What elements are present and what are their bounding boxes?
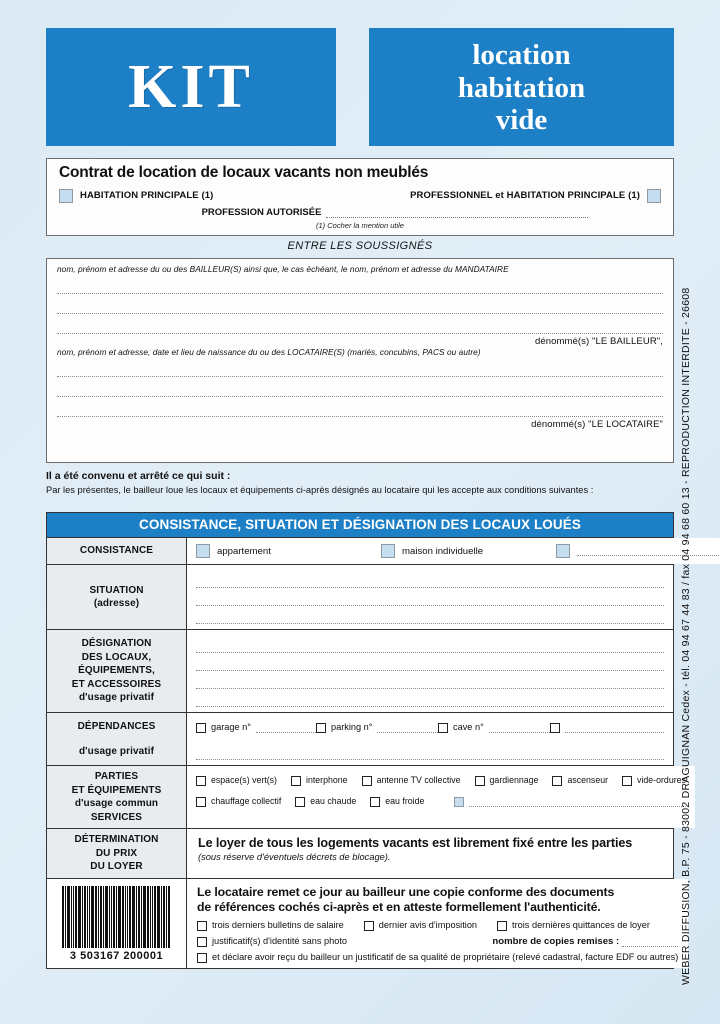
row-label-loyer-line3: DU LOYER [90,861,143,872]
row-content-dependances [187,713,673,765]
option-antenne-tv-label: antenne TV collective [376,775,461,785]
documents-options-row-3 [197,952,678,963]
row-label-parties-line1: PARTIES [94,771,139,782]
bailleur-caption: nom, prénom et adresse du ou des BAILLEUR(S) ainsi que, le cas échéant, le nom, prénom et adresse du MANDATAIRE [57,264,509,274]
table-row-parties-equipements [47,765,686,828]
option-dependance-autre[interactable] [550,723,664,733]
checkbox-espaces-verts[interactable] [196,776,206,786]
option-ascenseur[interactable] [552,775,608,786]
copies-count-label: nombre de copies remises : [492,936,620,948]
documents-options-row-2 [197,936,678,947]
bailleur-input-line-2[interactable] [57,294,663,314]
row-label-parties-equipements [47,766,187,828]
table-row-designation [47,629,673,712]
premises-table [46,512,686,969]
kit-logo-box [46,28,336,146]
option-gardiennage-label: gardiennage [489,775,539,785]
row-label-parties-line4: SERVICES [90,811,143,823]
checkbox-eau-chaude[interactable] [295,797,305,807]
option-maison-individuelle-label: maison individuelle [402,545,484,557]
document-header [46,28,674,146]
table-row-consistance [47,537,673,564]
option-eau-chaude-label: eau chaude [310,796,357,806]
document-title-line1: location [472,39,571,72]
bailleur-denomination: dénommé(s) "LE BAILLEUR", [534,336,663,347]
row-label-situation-line1: SITUATION [89,584,144,596]
checkbox-cave[interactable] [438,723,448,733]
table-row-dependances [47,712,673,765]
barcode [62,886,171,964]
row-label-situation [47,565,187,629]
dependances-input-line-2[interactable] [196,742,664,760]
row-label-designation-line5: d'usage privatif [78,692,155,704]
option-maison-individuelle[interactable] [381,544,556,558]
bailleur-input-line-1[interactable] [57,274,663,294]
checkbox-habitation-principale[interactable] [59,189,73,203]
locataire-denomination: dénommé(s) "LE LOCATAIRE" [531,419,663,430]
agreement-text [46,470,674,495]
checkbox-professionnel-habitation[interactable] [647,189,661,203]
row-label-consistance [47,538,187,564]
situation-input-line-1[interactable] [196,570,664,588]
checkbox-interphone[interactable] [291,776,301,786]
row-label-designation-line3: ÉQUIPEMENTS, [78,665,155,677]
contract-title: Contrat de location de locaux vacants non meublés [59,164,429,181]
option-eau-chaude[interactable] [295,796,356,807]
checkbox-justificatif-identite[interactable] [197,937,207,947]
barcode-number: 3 503167 200001 [69,949,164,962]
profession-autorisee-row [59,207,661,218]
checkbox-appartement[interactable] [196,544,210,558]
checkbox-gardiennage[interactable] [475,776,485,786]
option-habitation-principale[interactable] [59,189,213,203]
locataire-input-line-2[interactable] [57,377,663,397]
row-content-consistance [187,538,720,564]
option-parking-label: parking n° [331,722,373,732]
row-label-consistance-text: CONSISTANCE [79,545,154,557]
designation-input-line-4[interactable] [196,689,664,707]
row-label-parties-line3: d'usage commun [74,798,159,809]
copies-count-field[interactable] [492,936,678,947]
locataire-input-line-3[interactable] [57,397,663,417]
checkbox-antenne-tv[interactable] [362,776,372,786]
option-antenne-tv[interactable] [362,775,461,786]
row-label-dependances-line1: DÉPENDANCES [77,720,156,732]
row-label-loyer [47,829,187,878]
designation-input-line-3[interactable] [196,671,664,689]
row-label-dependances-line2: d'usage privatif [78,746,155,757]
option-cave-label: cave n° [453,722,484,732]
checkbox-dependance-autre[interactable] [550,723,560,733]
option-services-autre[interactable] [454,797,686,807]
checkbox-eau-froide[interactable] [370,797,380,807]
option-avis-imposition-label: dernier avis d'imposition [378,920,478,931]
option-habitation-principale-label: HABITATION PRINCIPALE (1) [80,190,214,201]
row-label-dependances [47,713,187,765]
bailleur-input-line-3[interactable] [57,314,663,334]
checkbox-quittances-loyer[interactable] [497,921,507,931]
row-content-loyer [187,829,673,878]
publisher-sidebar [680,245,718,985]
profession-autorisee-label: PROFESSION AUTORISÉE [201,207,322,218]
document-title-line2: habitation [457,71,586,104]
option-professionnel-habitation[interactable] [410,189,661,203]
designation-input-line-1[interactable] [196,635,664,653]
checkbox-ascenseur[interactable] [552,776,562,786]
option-declaration-propriete[interactable] [197,952,678,963]
row-label-designation-line4: ET ACCESSOIRES [71,678,162,690]
row-label-parties-line2: ET ÉQUIPEMENTS [71,784,162,796]
agreement-line-1: Il a été convenu et arrêté ce qui suit : [46,470,231,482]
option-justificatif-identite-label: justificatif(s) d'identité sans photo [212,936,348,947]
input-cave-number[interactable] [489,724,550,733]
option-espaces-verts[interactable] [196,775,277,786]
input-dependance-autre[interactable] [565,724,664,733]
option-garage-label: garage n° [211,722,251,732]
premises-table-header: CONSISTANCE, SITUATION ET DÉSIGNATION DES LOCAUX LOUÉS [47,513,673,537]
row-content-parties-equipements [187,766,695,828]
documents-intro-line2: de références cochés ci-après et en atteste formellement l'authenticité. [197,899,601,914]
option-eau-froide-label: eau froide [385,796,425,806]
option-professionnel-habitation-label: PROFESSIONNEL et HABITATION PRINCIPALE (1) [410,190,640,201]
checkbox-consistance-autre[interactable] [556,544,570,558]
option-avis-imposition[interactable] [364,920,477,931]
contract-options-row [59,186,661,205]
option-vide-ordures-label: vide-ordures [637,775,686,785]
row-content-situation [187,565,673,629]
locataire-input-line-1[interactable] [57,357,663,377]
row-label-designation [47,630,187,712]
option-gardiennage[interactable] [475,775,539,786]
situation-input-line-3[interactable] [196,606,664,624]
contract-footnote: (1) Cocher la mention utile [316,221,404,230]
option-interphone[interactable] [291,775,348,786]
option-chauffage-collectif[interactable] [196,796,281,807]
documents-options-row-1 [197,920,678,931]
row-label-situation-line2: (adresse) [93,598,140,609]
checkbox-garage[interactable] [196,723,206,733]
situation-input-line-2[interactable] [196,588,664,606]
option-quittances-loyer[interactable] [497,920,650,931]
document-title-box [369,28,674,146]
checkbox-services-autre[interactable] [454,797,464,807]
option-declaration-propriete-label: et déclare avoir reçu du bailleur un justificatif de sa qualité de propriétaire (relevé cadastral, facture EDF ou autres) [212,952,679,963]
option-bulletins-salaire[interactable] [197,920,344,931]
input-services-autre[interactable] [469,798,686,807]
input-parking-number[interactable] [377,724,438,733]
checkbox-chauffage-collectif[interactable] [196,797,206,807]
option-quittances-loyer-label: trois dernières quittances de loyer [512,920,650,931]
option-garage[interactable] [196,722,316,733]
row-label-loyer-line2: DU PRIX [95,847,138,859]
between-parties-heading: ENTRE LES SOUSSIGNÉS [287,240,433,252]
publisher-text: WEBER DIFFUSION, B.P. 75 - 83002 DRAGUIGNAN Cedex - tél. 04 94 67 44 83 / fax 04 94 68 60 13 - REPRODUCTION INTERDITE - 26608 [680,287,692,985]
option-appartement-label: appartement [217,545,271,557]
table-row-documents [47,878,679,969]
documents-intro-line1: Le locataire remet ce jour au bailleur une copie conforme des documents [197,884,615,899]
option-espaces-verts-label: espace(s) vert(s) [211,775,277,785]
option-cave[interactable] [438,722,550,733]
kit-logo-text: KIT [128,53,254,121]
loyer-main-text: Le loyer de tous les logements vacants est librement fixé entre les parties [198,836,633,850]
option-interphone-label: interphone [306,775,348,785]
designation-input-line-2[interactable] [196,653,664,671]
input-garage-number[interactable] [256,724,316,733]
checkbox-bulletins-salaire[interactable] [197,921,207,931]
profession-autorisee-input[interactable] [326,208,588,218]
contract-type-box [46,158,674,236]
copies-count-input[interactable] [622,938,678,947]
option-ascenseur-label: ascenseur [567,775,609,785]
option-bulletins-salaire-label: trois derniers bulletins de salaire [212,920,344,931]
row-label-designation-line2: DES LOCAUX, [81,651,152,663]
checkbox-maison-individuelle[interactable] [381,544,395,558]
locataire-caption: nom, prénom et adresse, date et lieu de naissance du ou des LOCATAIRE(S) (mariés, concubins, PACS ou autre) [57,347,481,357]
document-title-line3: vide [495,104,548,137]
loyer-sub-text: (sous réserve d'éventuels décrets de blocage). [198,852,391,862]
checkbox-vide-ordures[interactable] [622,776,632,786]
row-label-designation-line1: DÉSIGNATION [81,638,152,650]
option-chauffage-collectif-label: chauffage collectif [211,796,282,806]
row-content-designation [187,630,673,712]
barcode-bars [62,886,171,948]
checkbox-declaration-propriete[interactable] [197,953,207,963]
row-content-documents [187,879,688,969]
option-appartement[interactable] [196,544,381,558]
row-label-loyer-line1: DÉTERMINATION [74,834,159,845]
option-eau-froide[interactable] [370,796,424,807]
option-justificatif-identite[interactable] [197,936,347,947]
option-vide-ordures[interactable] [622,775,686,786]
parties-box [46,258,674,463]
option-parking[interactable] [316,722,438,733]
checkbox-parking[interactable] [316,723,326,733]
table-row-loyer [47,828,673,878]
checkbox-avis-imposition[interactable] [364,921,374,931]
barcode-cell [47,879,187,969]
table-row-situation [47,564,673,629]
agreement-line-2: Par les présentes, le bailleur loue les locaux et équipements ci-après désignés au locataire qui les accepte aux conditions suivantes : [46,485,594,495]
